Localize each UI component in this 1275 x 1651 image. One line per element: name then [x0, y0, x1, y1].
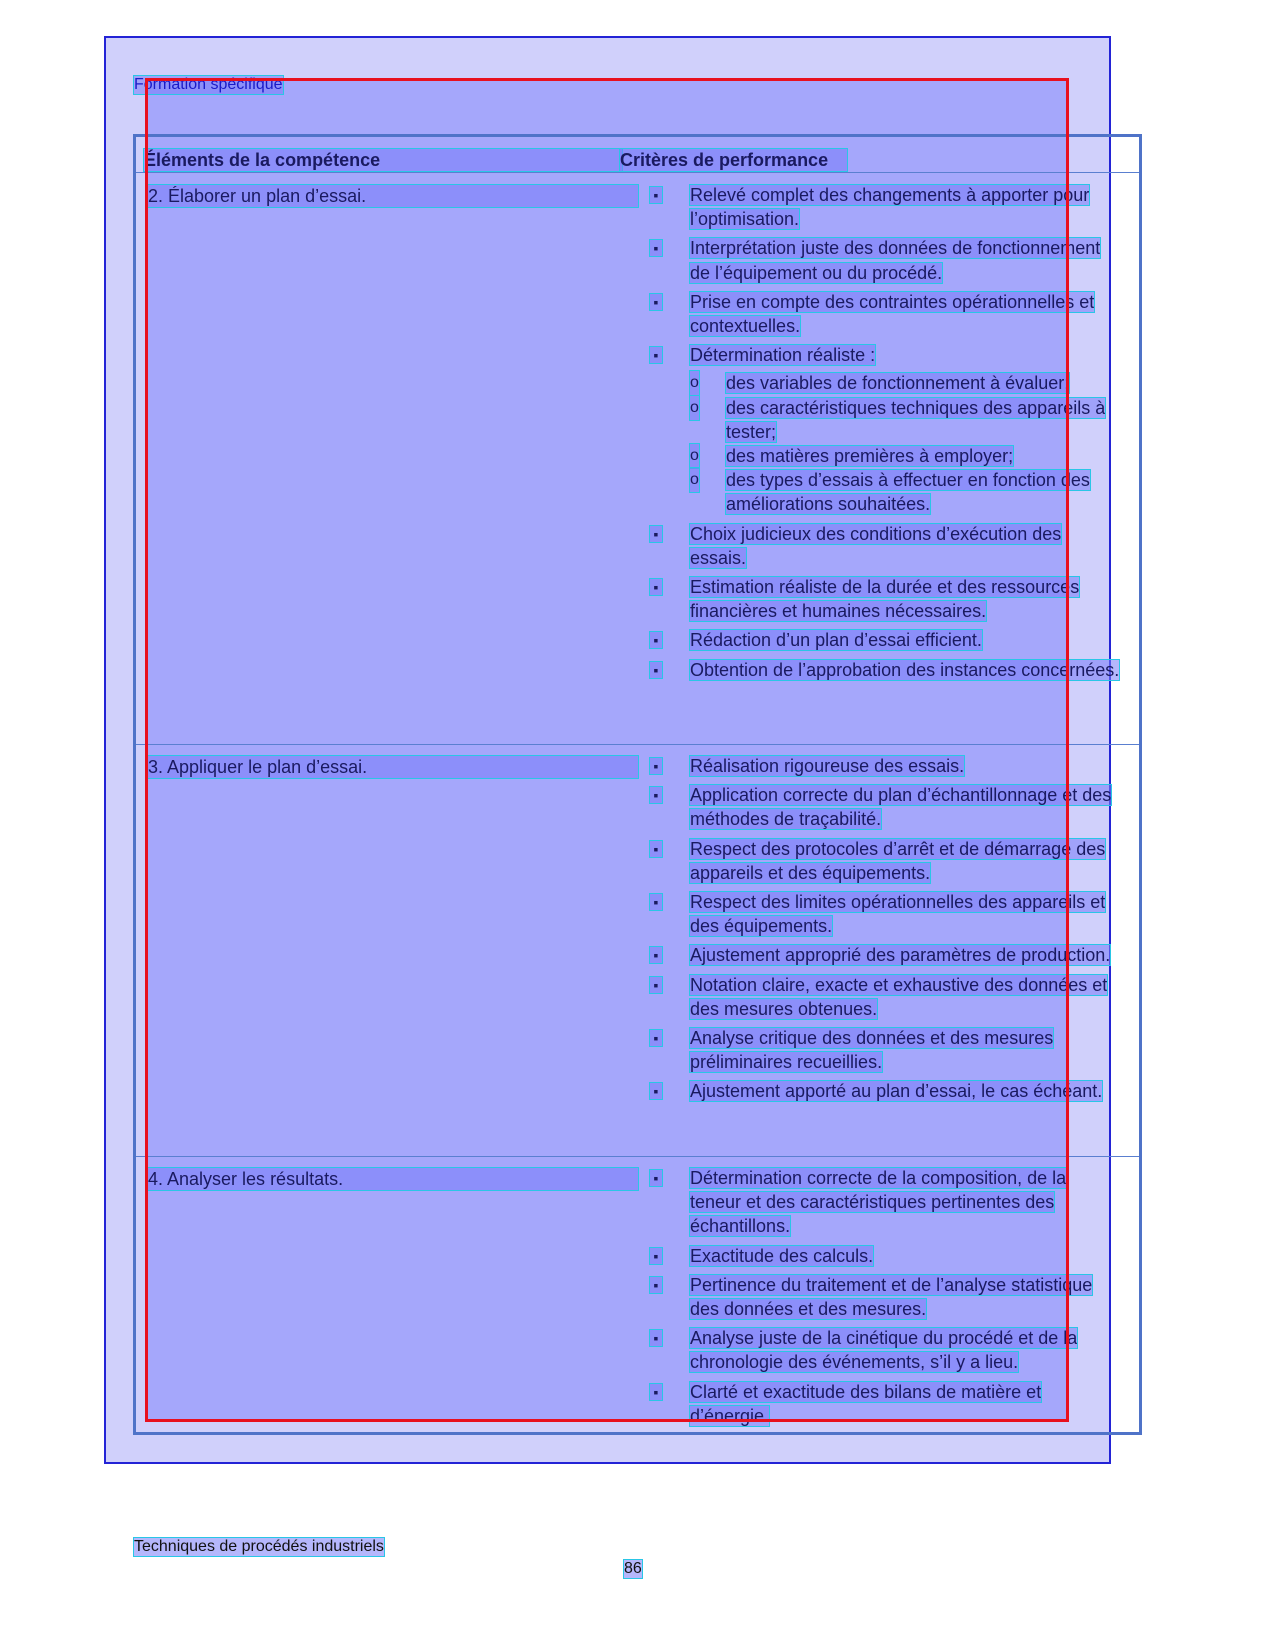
sub-bullet-icon: o: [690, 371, 699, 395]
criterion: ▪ Notation claire, exacte et exhaustive des données et des mesures obtenues.: [650, 973, 1120, 1021]
criterion: ▪ Estimation réaliste de la durée et des ressources financières et humaines nécessaires.: [650, 575, 1120, 623]
bullet-icon: ▪: [650, 1083, 662, 1099]
bullet-icon: ▪: [650, 1030, 662, 1046]
footer-program: Techniques de procédés industriels: [134, 1538, 384, 1555]
criterion: ▪ Rédaction d’un plan d’essai efficient.: [650, 628, 1120, 652]
sub-criterion: o des caractéristiques techniques des appareils à tester;: [690, 397, 1106, 442]
sub-bullet-icon: o: [690, 396, 699, 420]
competency-table: [133, 134, 1142, 1435]
bullet-icon: ▪: [650, 662, 662, 678]
criterion: ▪ Respect des protocoles d’arrêt et de démarrage des appareils et des équipements.: [650, 837, 1120, 885]
header-elements: Éléments de la compétence: [144, 149, 622, 171]
bullet-icon: ▪: [650, 841, 662, 857]
page-number: 86: [624, 1560, 642, 1577]
criterion: ▪ Clarté et exactitude des bilans de matière et d’énergie.: [650, 1380, 1120, 1428]
criterion: ▪ Respect des limites opérationnelles des appareils et des équipements.: [650, 890, 1120, 938]
criterion: ▪ Analyse critique des données et des mesures préliminaires recueillies.: [650, 1026, 1120, 1074]
criterion: ▪ Relevé complet des changements à apporter pour l’optimisation.: [650, 183, 1120, 231]
bullet-icon: ▪: [650, 787, 662, 803]
bullet-icon: ▪: [650, 294, 662, 310]
bullet-icon: ▪: [650, 894, 662, 910]
sub-criterion: o des matières premières à employer;: [690, 446, 1014, 467]
element-3: 3. Appliquer le plan d’essai.: [148, 756, 638, 778]
criteria-list-2: [650, 183, 1120, 687]
sub-criterion: o des types d’essais à effectuer en fonction des améliorations souhaitées.: [690, 470, 1090, 515]
criterion: ▪ Analyse juste de la cinétique du procédé et de la chronologie des événements, s’il y a lieu.: [650, 1326, 1120, 1374]
bullet-icon: ▪: [650, 526, 662, 542]
criterion: ▪ Ajustement approprié des paramètres de production.: [650, 943, 1120, 967]
criterion: ▪ Choix judicieux des conditions d’exécution des essais.: [650, 522, 1120, 570]
element-4: 4. Analyser les résultats.: [148, 1168, 638, 1190]
criterion: ▪ Exactitude des calculs.: [650, 1244, 1120, 1268]
sub-criterion: o des variables de fonctionnement à évaluer;: [690, 373, 1070, 394]
criterion: ▪ Ajustement apporté au plan d’essai, le cas échéant.: [650, 1079, 1120, 1103]
criterion: ▪ Pertinence du traitement et de l’analyse statistique des données et des mesures.: [650, 1273, 1120, 1321]
bullet-icon: ▪: [650, 347, 662, 363]
header-criteria: Critères de performance: [620, 149, 847, 171]
bullet-icon: ▪: [650, 758, 662, 774]
criterion: ▪ Détermination réaliste : o des variables de fonctionnement à évaluer; o des caractéristiques techniques des appareils à tester; o des matières premières à employer; o des types d’essais à effectuer en fonction des améliorations souhaitées.: [650, 343, 1120, 516]
bullet-icon: ▪: [650, 1330, 662, 1346]
bullet-icon: ▪: [650, 1277, 662, 1293]
bullet-icon: ▪: [650, 1170, 662, 1186]
sub-bullet-icon: o: [690, 444, 699, 468]
row-divider: [136, 744, 1139, 745]
criterion: ▪ Prise en compte des contraintes opérationnelles et contextuelles.: [650, 290, 1120, 338]
bullet-icon: ▪: [650, 632, 662, 648]
bullet-icon: ▪: [650, 579, 662, 595]
criteria-list-3: [650, 754, 1120, 1109]
criterion: ▪ Obtention de l’approbation des instances concernées.: [650, 658, 1120, 682]
sub-criteria-list: [690, 371, 1120, 516]
criterion: ▪ Détermination correcte de la composition, de la teneur et des caractéristiques pertinentes des échantillons.: [650, 1166, 1120, 1239]
element-2: 2. Élaborer un plan d’essai.: [148, 185, 638, 207]
bullet-icon: ▪: [650, 947, 662, 963]
bullet-icon: ▪: [650, 1248, 662, 1264]
criterion: ▪ Interprétation juste des données de fonctionnement de l’équipement ou du procédé.: [650, 236, 1120, 284]
bullet-icon: ▪: [650, 187, 662, 203]
criterion: ▪ Application correcte du plan d’échantillonnage et des méthodes de traçabilité.: [650, 783, 1120, 831]
sub-bullet-icon: o: [690, 468, 699, 492]
criterion: ▪ Réalisation rigoureuse des essais.: [650, 754, 1120, 778]
header-divider: [136, 172, 1139, 173]
running-head: Formation spécifique: [134, 76, 283, 93]
bullet-icon: ▪: [650, 1384, 662, 1400]
bullet-icon: ▪: [650, 977, 662, 993]
criteria-list-4: [650, 1166, 1120, 1433]
bullet-icon: ▪: [650, 240, 662, 256]
row-divider: [136, 1156, 1139, 1157]
